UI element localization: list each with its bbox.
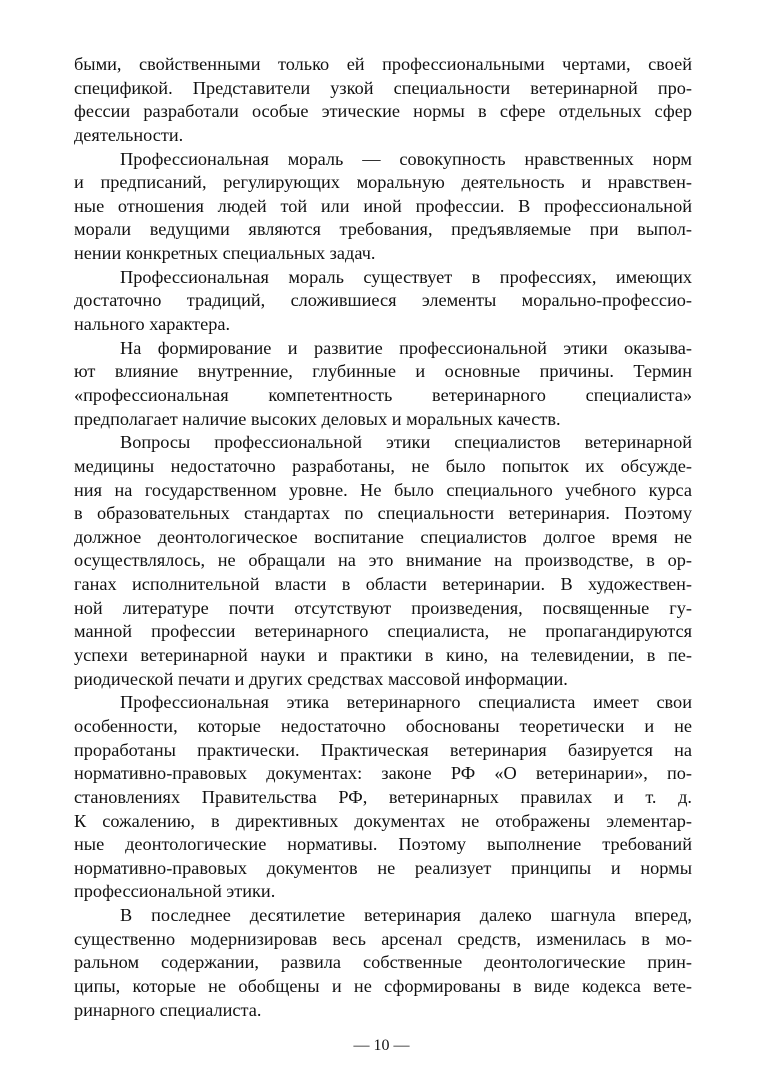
text-line: профессиональной этики. xyxy=(74,881,276,902)
page-number: — 10 — xyxy=(353,1037,410,1054)
paragraph-4 xyxy=(74,337,692,432)
text-line: и предписаний, регулирующих моральную деятельность и нравствен- xyxy=(74,172,692,193)
text-line: Профессиональная этика ветеринарного специалиста имеет свои xyxy=(120,692,692,713)
text-line: особенности, которые недостаточно обоснованы теоретически и не xyxy=(74,715,692,736)
text-line: К сожалению, в директивных документах не отображены элементар- xyxy=(74,810,692,831)
text-line: ципы, которые не обобщены и не сформированы в виде кодекса вете- xyxy=(74,975,692,996)
text-line: ные отношения людей той или иной профессии. В профессиональной xyxy=(74,195,692,216)
paragraph-2 xyxy=(74,148,692,266)
text-line: риодической печати и других средствах массовой информации. xyxy=(74,668,568,689)
text-line: «профессиональная компетентность ветеринарного специалиста» xyxy=(74,384,692,405)
text-line: нального характера. xyxy=(74,314,231,335)
text-line: спецификой. Представители узкой специальности ветеринарной про- xyxy=(74,77,692,98)
text-line: Профессиональная мораль существует в профессиях, имеющих xyxy=(120,266,692,287)
text-line: ют влияние внутренние, глубинные и основные причины. Термин xyxy=(74,361,692,382)
text-line: морали ведущими являются требования, предъявляемые при выпол- xyxy=(74,219,692,240)
text-line: ральном содержании, развила собственные деонтологические прин- xyxy=(74,952,692,973)
paragraph-6 xyxy=(74,691,692,904)
text-line: медицины недостаточно разработаны, не было попыток их обсужде- xyxy=(74,455,692,476)
paragraph-7 xyxy=(74,904,692,1022)
text-line: проработаны практически. Практическая ветеринария базируется на xyxy=(74,739,692,760)
text-line: должное деонтологическое воспитание специалистов долгое время не xyxy=(74,526,692,547)
text-line: ринарного специалиста. xyxy=(74,999,262,1020)
text-line: нормативно-правовых документов не реализует принципы и нормы xyxy=(74,857,692,878)
paragraph-1 xyxy=(74,53,692,148)
text-line: ганах исполнительной власти в области ветеринарии. В художествен- xyxy=(74,574,692,595)
text-line: манной профессии ветеринарного специалиста, не пропагандируются xyxy=(74,621,692,642)
text-line: в образовательных стандартах по специальности ветеринария. Поэтому xyxy=(74,503,692,524)
text-line: нении конкретных специальных задач. xyxy=(74,243,376,264)
text-line: нормативно-правовых документах: законе РФ «О ветеринарии», по- xyxy=(74,763,692,784)
text-line: фессии разработали особые этические нормы в сфере отдельных сфер xyxy=(74,101,692,122)
text-line: осуществлялось, не обращали на это внимание на производстве, в ор- xyxy=(74,550,692,571)
text-line: Вопросы профессиональной этики специалистов ветеринарной xyxy=(120,432,692,453)
text-line: В последнее десятилетие ветеринария далеко шагнула вперед, xyxy=(120,905,692,926)
paragraph-5 xyxy=(74,431,692,691)
document-page xyxy=(74,53,692,1022)
text-line: деятельности. xyxy=(74,124,184,145)
text-line: ния на государственном уровне. Не было специального учебного курса xyxy=(74,479,692,500)
text-line: быми, свойственными только ей профессиональными чертами, своей xyxy=(74,54,692,74)
text-line: существенно модернизировав весь арсенал средств, изменилась в мо- xyxy=(74,928,692,949)
text-line: успехи ветеринарной науки и практики в кино, на телевидении, в пе- xyxy=(74,645,692,666)
text-line: предполагает наличие высоких деловых и моральных качеств. xyxy=(74,408,561,429)
paragraph-3 xyxy=(74,266,692,337)
text-line: Профессиональная мораль — совокупность нравственных норм xyxy=(120,148,692,169)
text-line: достаточно традиций, сложившиеся элементы морально-профессио- xyxy=(74,290,692,311)
text-line: становлениях Правительства РФ, ветеринарных правилах и т. д. xyxy=(74,786,692,807)
text-line: ные деонтологические нормативы. Поэтому выполнение требований xyxy=(74,834,692,855)
text-line: ной литературе почти отсутствуют произведения, посвященные гу- xyxy=(74,597,692,618)
text-line: На формирование и развитие профессиональной этики оказыва- xyxy=(120,337,692,358)
